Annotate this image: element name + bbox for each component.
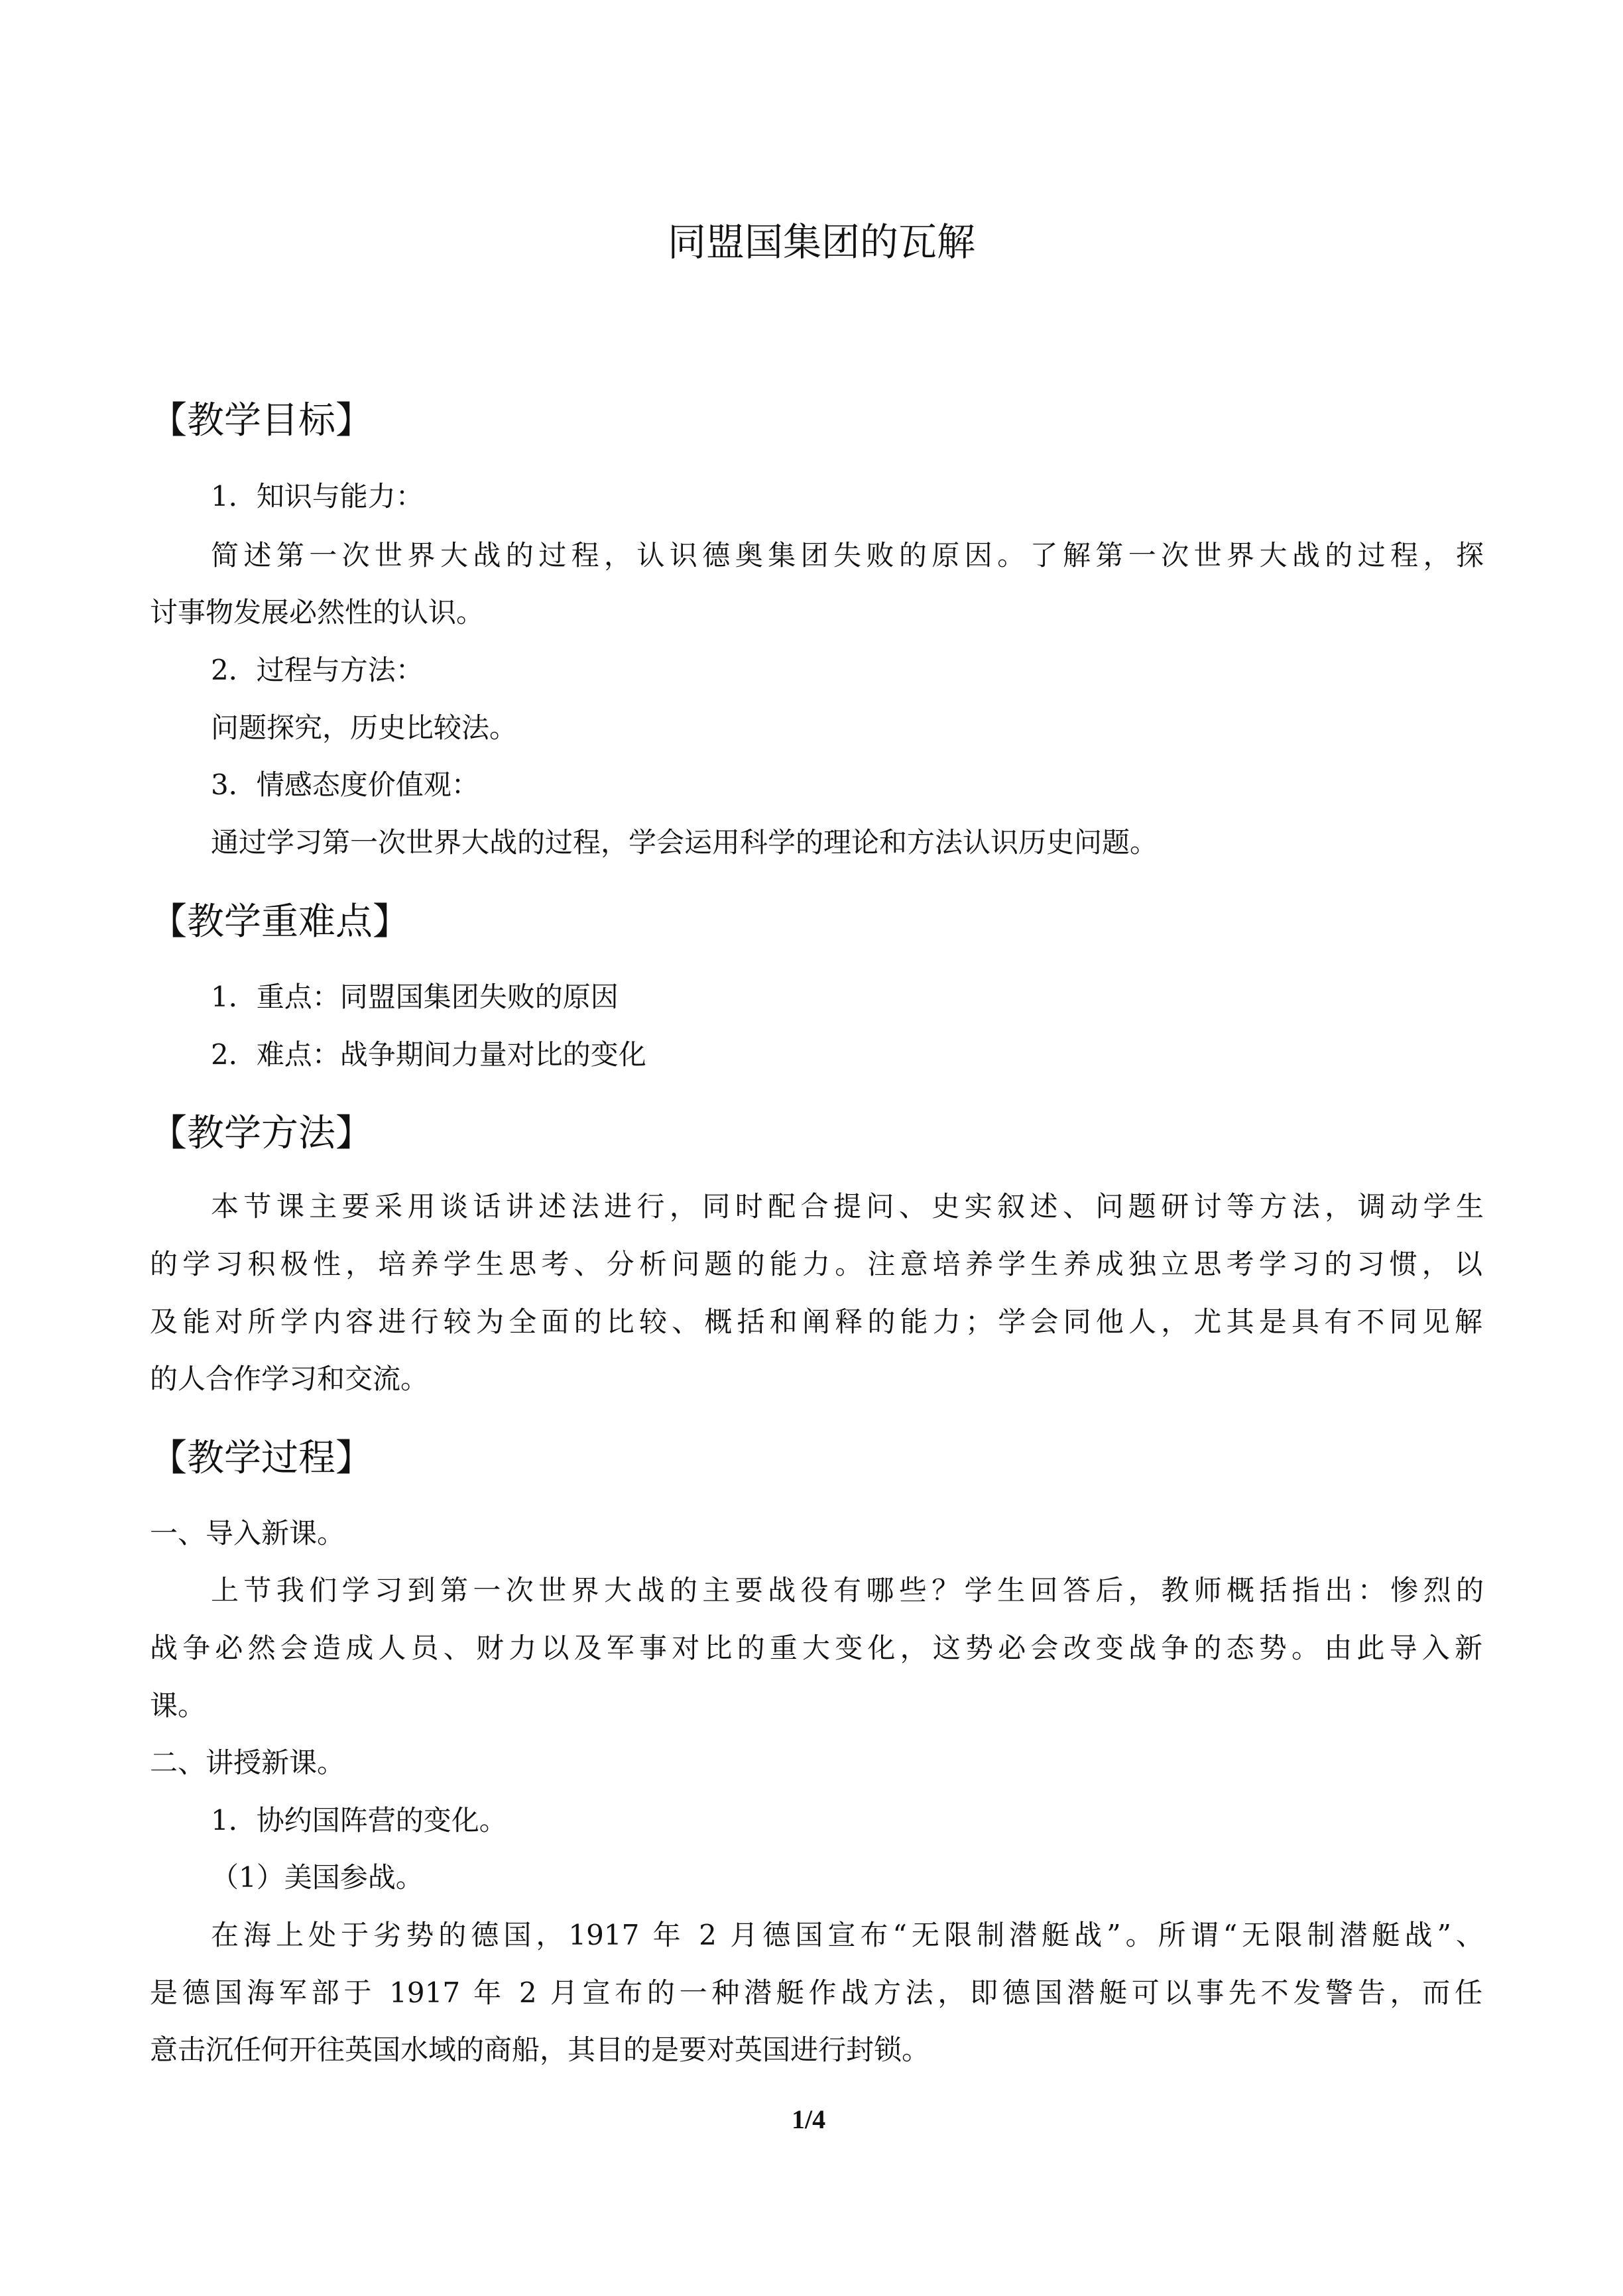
process-part2-label: 二、讲授新课。 (150, 1746, 345, 1779)
methods-line2: 的学习积极性，培养学生思考、分析问题的能力。注意培养学生养成独立思考学习的习惯，以 (150, 1248, 1482, 1280)
key-point-2: 2．难点：战争期间力量对比的变化 (211, 1038, 646, 1071)
methods-line1: 本节课主要采用谈话讲述法进行，同时配合提问、史实叙述、问题研讨等方法，调动学生 (211, 1190, 1484, 1223)
heading-teaching-goals: 【教学目标】 (150, 399, 373, 442)
heading-teaching-process: 【教学过程】 (150, 1437, 373, 1480)
process-part1-line2: 战争必然会造成人员、财力以及军事对比的重大变化，这势必会改变战争的态势。由此导入新 (150, 1632, 1482, 1664)
goal-3-label: 3．情感态度价值观： (211, 768, 479, 801)
methods-line3: 及能对所学内容进行较为全面的比较、概括和阐释的能力；学会同他人，尤其是具有不同见解 (150, 1305, 1482, 1338)
goal-2-label: 2．过程与方法： (211, 654, 424, 686)
goal-1-text-line1: 简述第一次世界大战的过程，认识德奥集团失败的原因。了解第一次世界大战的过程，探 (211, 539, 1484, 572)
goal-1-label: 1．知识与能力： (211, 480, 424, 513)
heading-teaching-methods: 【教学方法】 (150, 1112, 373, 1155)
process-part1-line1: 上节我们学习到第一次世界大战的主要战役有哪些？学生回答后，教师概括指出：惨烈的 (211, 1574, 1484, 1606)
process-sub1a-label: （1）美国参战。 (211, 1861, 424, 1894)
process-part1-label: 一、导入新课。 (150, 1517, 345, 1549)
heading-key-difficult-points: 【教学重难点】 (150, 900, 410, 943)
key-point-1: 1．重点：同盟国集团失败的原因 (211, 981, 619, 1013)
page-title: 同盟国集团的瓦解 (668, 219, 976, 265)
page-number: 1/4 (792, 2104, 826, 2134)
goal-2-text: 问题探究，历史比较法。 (211, 711, 518, 744)
process-part1-line3: 课。 (150, 1689, 206, 1722)
process-para-line3: 意击沉任何开往英国水域的商船，其目的是要对英国进行封锁。 (150, 2033, 930, 2066)
process-para-line1: 在海上处于劣势的德国，1917 年 2 月德国宣布“无限制潜艇战”。所谓“无限制潜艇战”、 (211, 1919, 1484, 1951)
process-sub1-label: 1．协约国阵营的变化。 (211, 1804, 507, 1837)
methods-line4: 的人合作学习和交流。 (150, 1362, 429, 1395)
goal-1-text-line2: 讨事物发展必然性的认识。 (150, 596, 485, 629)
process-para-line2: 是德国海军部于 1917 年 2 月宣布的一种潜艇作战方法，即德国潜艇可以事先不发警告，而任 (150, 1976, 1482, 2009)
goal-3-text: 通过学习第一次世界大战的过程，学会运用科学的理论和方法认识历史问题。 (211, 826, 1158, 859)
